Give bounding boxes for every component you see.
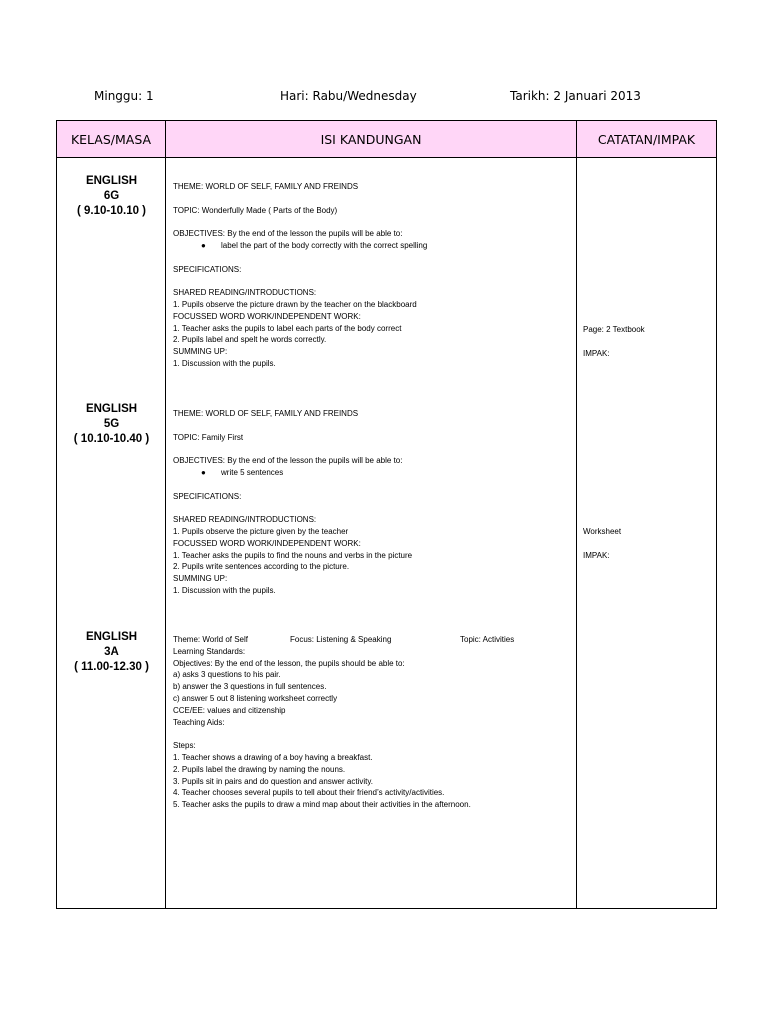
summing-up-step: 1. Discussion with the pupils. [173,585,276,595]
note-reference: Page: 2 Textbook [583,325,645,334]
objective-item: ● label the part of the body correctly with the correct spelling [201,240,428,250]
class-block-3a [57,630,166,675]
lesson-topic: Topic: Activities [460,635,515,644]
objective-item: a) asks 3 questions to his pair. [173,670,281,680]
shared-reading-heading: SHARED READING/INTRODUCTIONS: [173,515,317,525]
class-block-6g [57,174,166,219]
column-header-notes: CATATAN/IMPAK [577,121,717,158]
class-column [57,158,166,909]
lesson-theme: Theme: World of Self [173,635,248,644]
summing-up-heading: SUMMING UP: [173,347,228,357]
lesson-objectives: Objectives: By the end of the lesson, the pupils should be able to: [173,658,405,668]
lesson-plan-table [56,120,717,909]
note-impak: IMPAK: [583,551,610,560]
lesson-theme: THEME: WORLD OF SELF, FAMILY AND FREINDS [173,409,359,418]
column-header-class: KELAS/MASA [57,121,166,158]
notes-column [577,158,717,909]
class-block-5g [57,402,166,447]
bullet-icon: ● [201,240,206,250]
lesson-header-line [173,634,572,646]
header-day: Hari: Rabu/Wednesday [280,89,417,103]
header-week: Minggu: 1 [94,89,154,103]
column-header-content: ISI KANDUNGAN [166,121,577,158]
lesson-specifications: SPECIFICATIONS: [173,264,242,274]
summing-up-heading: SUMMING UP: [173,574,228,584]
shared-reading-step: 1. Pupils observe the picture drawn by the teacher on the blackboard [173,299,417,309]
steps-heading: Steps: [173,741,196,751]
step-item: 1. Teacher shows a drawing of a boy having a breakfast. [173,752,373,762]
lesson-objectives: OBJECTIVES: By the end of the lesson the pupils will be able to: [173,229,403,239]
shared-reading-step: 1. Pupils observe the picture given by the teacher [173,526,349,536]
table-header-row [57,121,717,158]
lesson-content-6g [173,181,572,370]
focused-work-step: 2. Pupils label and spelt he words correctly. [173,335,327,345]
table-body-row [57,158,717,909]
step-item: 3. Pupils sit in pairs and do question and answer activity. [173,776,373,786]
lesson-focus: Focus: Listening & Speaking [290,635,392,644]
focused-work-heading: FOCUSSED WORD WORK/INDEPENDENT WORK: [173,311,361,321]
lesson-content-5g [173,408,572,597]
focused-work-step: 1. Teacher asks the pupils to label each parts of the body correct [173,323,402,333]
class-subject: ENGLISH [85,175,138,187]
header-date: Tarikh: 2 Januari 2013 [510,89,641,103]
class-subject: ENGLISH [85,403,138,415]
lesson-topic: TOPIC: Family First [173,432,244,442]
note-impak: IMPAK: [583,349,610,358]
lesson-theme: THEME: WORLD OF SELF, FAMILY AND FREINDS [173,182,359,191]
content-column [166,158,577,909]
class-name: 5G [103,418,120,430]
step-item: 4. Teacher chooses several pupils to tell about their friend’s activity/activities. [173,788,445,798]
learning-standards: Learning Standards: [173,646,246,656]
note-reference: Worksheet [583,527,622,536]
class-time: ( 9.10-10.10 ) [76,205,147,217]
step-item: 5. Teacher asks the pupils to draw a mind map about their activities in the afternoon. [173,800,471,810]
objective-item: b) answer the 3 questions in full sentences. [173,682,327,692]
class-name: 3A [104,646,119,658]
lesson-specifications: SPECIFICATIONS: [173,491,242,501]
focused-work-heading: FOCUSSED WORD WORK/INDEPENDENT WORK: [173,538,361,548]
focused-work-step: 1. Teacher asks the pupils to find the nouns and verbs in the picture [173,550,413,560]
focused-work-step: 2. Pupils write sentences according to the picture. [173,562,350,572]
shared-reading-heading: SHARED READING/INTRODUCTIONS: [173,288,317,298]
lesson-topic: TOPIC: Wonderfully Made ( Parts of the Body) [173,205,338,215]
class-subject: ENGLISH [85,631,138,643]
cce-ee: CCE/EE: values and citizenship [173,705,286,715]
class-name: 6G [103,190,120,202]
lesson-objectives: OBJECTIVES: By the end of the lesson the pupils will be able to: [173,456,403,466]
summing-up-step: 1. Discussion with the pupils. [173,358,276,368]
class-time: ( 11.00-12.30 ) [74,661,149,673]
bullet-icon: ● [201,467,206,477]
objective-item: c) answer 5 out 8 listening worksheet correctly [173,693,338,703]
step-item: 2. Pupils label the drawing by naming the nouns. [173,764,346,774]
lesson-content-3a [173,634,572,811]
objective-item: ● write 5 sentences [201,467,284,477]
teaching-aids: Teaching Aids: [173,717,225,727]
class-time: ( 10.10-10.40 ) [73,433,150,445]
